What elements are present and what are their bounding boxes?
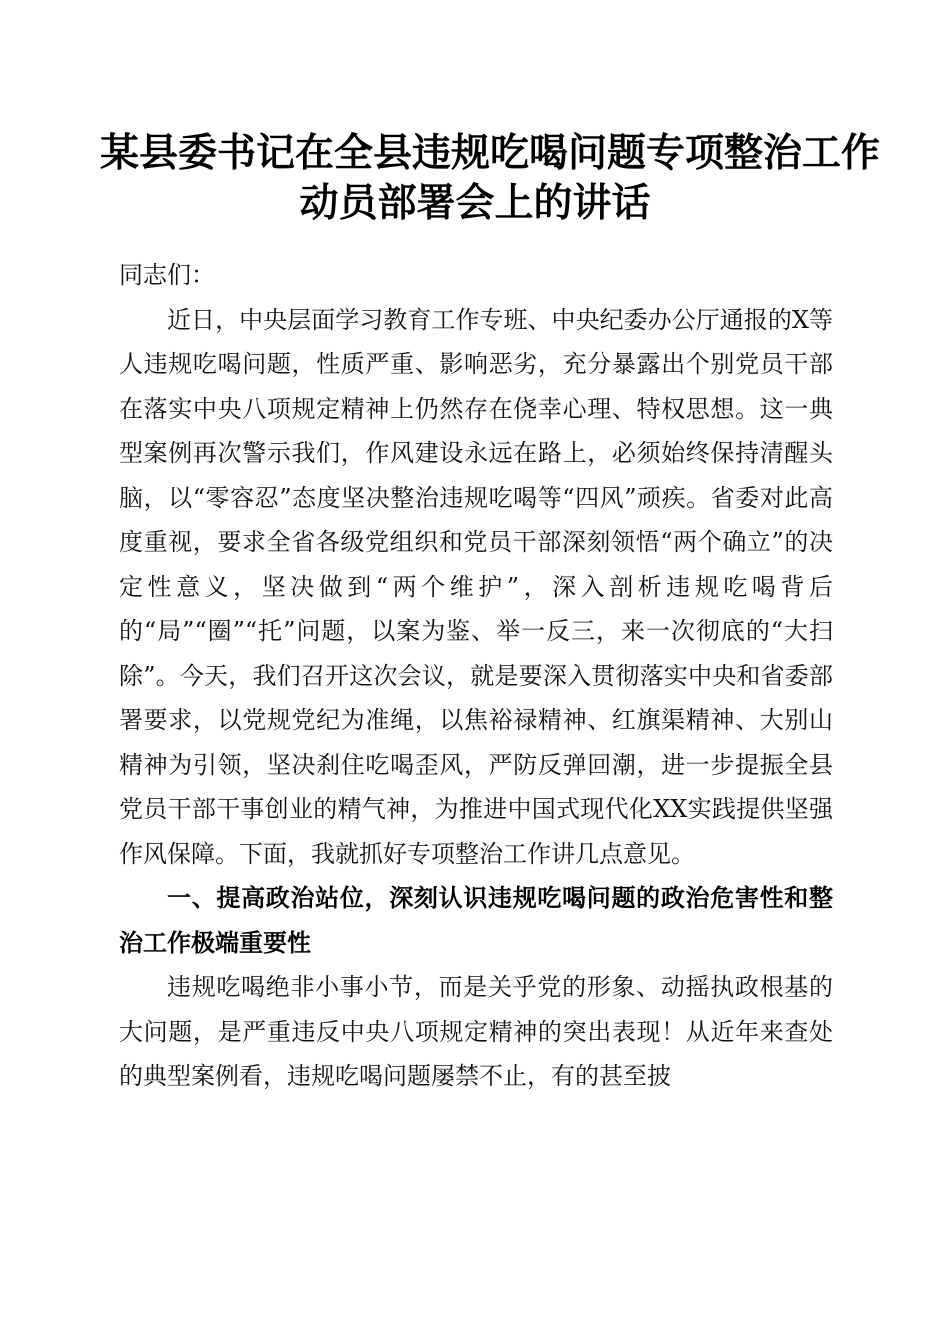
salutation: 同志们： [119,261,215,289]
title-line-1: 某县委书记在全县违规吃喝问题专项整治工作 [100,130,881,176]
title-line-2: 动员部署会上的讲话 [299,180,651,226]
paragraph-section-1: 违规吃喝绝非小事小节，而是关乎党的形象、动摇执政根基的大问题，是严重违反中央八项规定精神的突出表现！从近年来查处的典型案例看，违规吃喝问题屡禁不止，有的甚至披 [119,973,833,1090]
document-title [100,128,881,228]
section-heading-1: 一、提高政治站位，深刻认识违规吃喝问题的政治危害性和整治工作极端重要性 [119,884,833,957]
paragraph-intro: 近日，中央层面学习教育工作专班、中央纪委办公厅通报的X等人违规吃喝问题，性质严重、影响恶劣，充分暴露出个别党员干部在落实中央八项规定精神上仍然存在侥幸心理、特权思想。这一典型案例再次警示我们，作风建设永远在路上，必须始终保持清醒头脑，以“零容忍”态度坚决整治违规吃喝等“四风”顽疾。省委对此高度重视，要求全省各级党组织和党员干部深刻领悟“两个确立”的决定性意义，坚决做到“两个维护”，深入剖析违规吃喝背后的“局”“圈”“托”问题，以案为鉴、举一反三，来一次彻底的“大扫除”。今天，我们召开这次会议，就是要深入贯彻落实中央和省委部署要求，以党规党纪为准绳，以焦裕禄精神、红旗渠精神、大别山精神为引领，坚决刹住吃喝歪风，严防反弹回潮，进一步提振全县党员干部干事创业的精气神，为推进中国式现代化XX实践提供坚强作风保障。下面，我就抓好专项整治工作讲几点意见。 [119,305,833,868]
document-body [119,253,833,1099]
